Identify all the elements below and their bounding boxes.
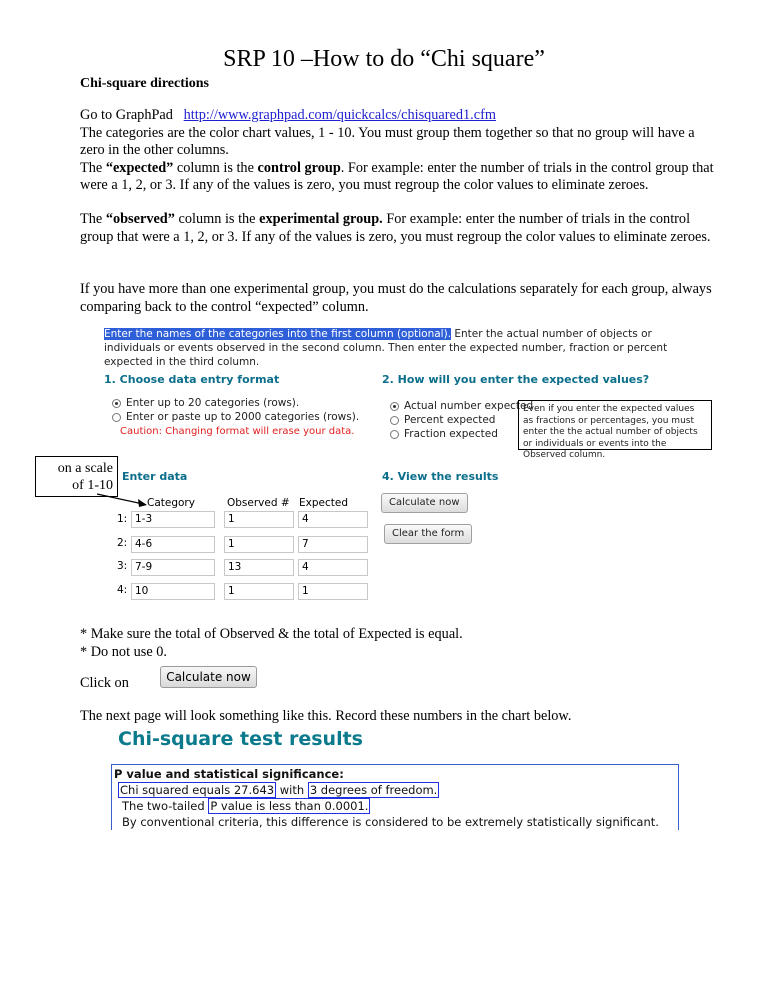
row-number: 2: (117, 537, 128, 549)
observed-input[interactable]: 1 (224, 511, 294, 528)
p-value: P value is less than 0.0001. (210, 799, 369, 813)
row-number: 3: (117, 560, 128, 572)
results-heading: P value and statistical significance: (114, 767, 344, 781)
row-number: 4: (117, 584, 128, 596)
step-1-heading: 1. Choose data entry format (104, 373, 280, 386)
clear-form-button[interactable]: Clear the form (384, 524, 472, 544)
form-instructions: Enter the names of the categories into the first column (optional). Enter the actual number of objects or individuals or events observed in the second column. Then enter the expected number, fraction or percent expected in the third column. (104, 328, 668, 368)
observed-paragraph: The “observed” column is the experimental group. For example: enter the number of trials in the control group that were a 1, 2, or 3. If any of the values is zero, you must regroup the color values to eliminate zeroes. (80, 211, 711, 245)
step-4-heading: 4. View the results (382, 470, 499, 483)
results-box (111, 764, 679, 830)
p-value-line: The two-tailed P value is less than 0.0001. (122, 799, 369, 813)
radio-icon[interactable] (390, 416, 399, 425)
observed-input[interactable]: 1 (224, 583, 294, 600)
chi-squared-value: Chi squared equals 27.643 (120, 783, 275, 797)
degrees-of-freedom: 3 degrees of freedom. (309, 783, 438, 797)
expected-text: The “expected” column is the control group. For example: enter the number of trials in the control group that were a 1, 2, or 3. If any of the values is zero, you must regroup the color values to eliminate zeroes. (80, 159, 714, 193)
calculate-now-button[interactable]: Calculate now (381, 493, 468, 513)
scale-callout: on a scale of 1-10 (35, 456, 118, 497)
significance-line: By conventional criteria, this difference is considered to be extremely statistically significant. (122, 815, 659, 829)
radio-icon[interactable] (112, 413, 121, 422)
bullet-no-zero: * Do not use 0. (80, 643, 167, 660)
callout-arrow-icon (95, 482, 155, 512)
category-input[interactable]: 4-6 (131, 536, 215, 553)
intro-paragraph (80, 107, 716, 195)
format-option-20[interactable]: Enter up to 20 categories (rows). (112, 397, 299, 409)
observed-input[interactable]: 1 (224, 536, 294, 553)
radio-selected-icon[interactable] (112, 399, 121, 408)
observed-input[interactable]: 13 (224, 559, 294, 576)
step-3-heading: Enter data (122, 470, 188, 483)
expected-input[interactable]: 7 (298, 536, 368, 553)
expected-note-box: Even if you enter the expected values as fractions or percentages, you must enter the the actual number of objects or individuals or events into the Observed column. (518, 400, 712, 450)
category-input[interactable]: 7-9 (131, 559, 215, 576)
graphpad-link[interactable]: http://www.graphpad.com/quickcalcs/chisquared1.cfm (183, 107, 496, 123)
step-2-heading: 2. How will you enter the expected values? (382, 373, 650, 386)
expected-option-fraction[interactable]: Fraction expected (390, 428, 498, 440)
radio-icon[interactable] (390, 430, 399, 439)
bullet-equal-totals: * Make sure the total of Observed & the total of Expected is equal. (80, 626, 463, 642)
category-input[interactable]: 1-3 (131, 511, 215, 528)
expected-input[interactable]: 1 (298, 583, 368, 600)
radio-selected-icon[interactable] (390, 402, 399, 411)
caution-text: Caution: Changing format will erase your data. (120, 426, 355, 437)
format-option-2000[interactable]: Enter or paste up to 2000 categories (rows). (112, 411, 359, 423)
row-number: 1: (117, 513, 128, 525)
next-page-text: The next page will look something like this. Record these numbers in the chart below. (80, 708, 572, 724)
categories-text: The categories are the color chart values, 1 - 10. You must group them together so that no group will have a zero in the other columns. (80, 124, 695, 158)
section-heading: Chi-square directions (80, 76, 209, 91)
click-on-text: Click on (80, 675, 129, 691)
expected-input[interactable]: 4 (298, 559, 368, 576)
column-header-expected: Expected (299, 497, 348, 509)
expected-input[interactable]: 4 (298, 511, 368, 528)
expected-option-actual[interactable]: Actual number expected (390, 400, 533, 412)
goto-text: Go to GraphPad (80, 107, 173, 123)
column-header-observed: Observed # (227, 497, 290, 509)
column-header-category: Category (147, 497, 195, 509)
chi-squared-line: Chi squared equals 27.643 with 3 degrees of freedom. (120, 783, 438, 797)
expected-option-percent[interactable]: Percent expected (390, 414, 495, 426)
page-title: SRP 10 –How to do “Chi square” (223, 46, 545, 72)
bullet-notes (80, 626, 463, 661)
results-title: Chi-square test results (118, 728, 363, 750)
calculate-now-button-large[interactable]: Calculate now (160, 666, 257, 688)
category-input[interactable]: 10 (131, 583, 215, 600)
multiple-groups-paragraph: If you have more than one experimental group, you must do the calculations separately for each group, always comparing back to the control “expected” column. (80, 281, 712, 315)
